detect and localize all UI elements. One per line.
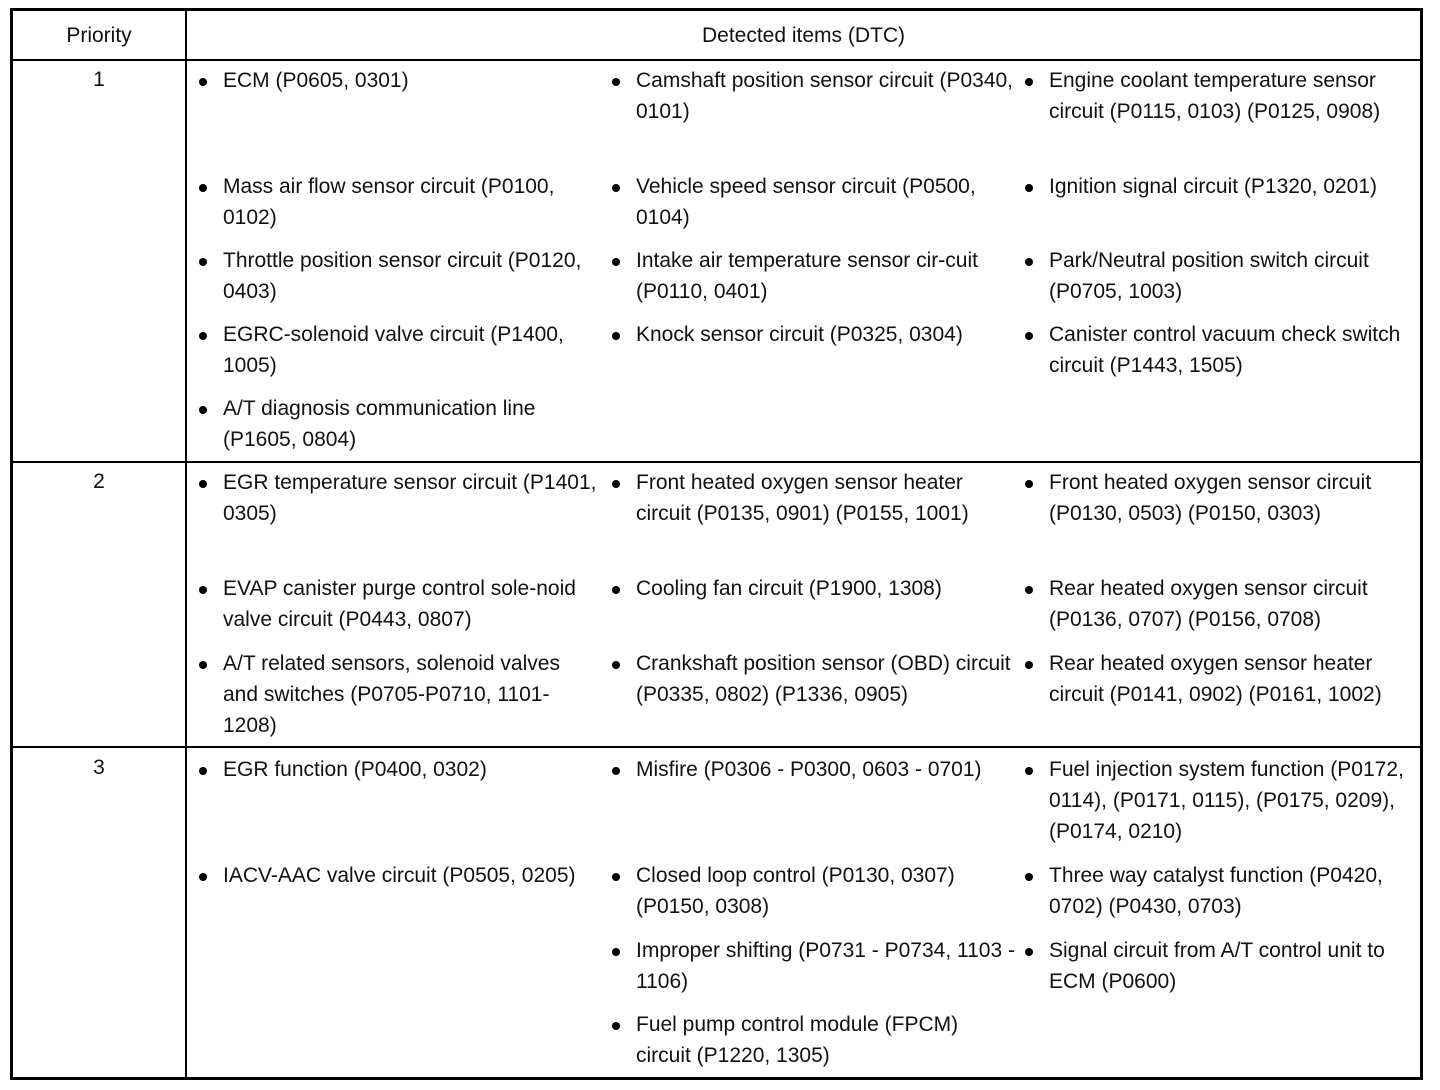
dtc-item: Camshaft position sensor circuit (P0340, 0101)	[612, 65, 1017, 127]
bullet-icon	[612, 480, 620, 488]
bullet-icon	[1025, 767, 1033, 775]
dtc-item: Park/Neutral position switch circuit (P0705, 1003)	[1025, 245, 1423, 307]
bullet-icon	[199, 332, 207, 340]
dtc-item: Mass air flow sensor circuit (P0100, 0102)	[199, 171, 599, 233]
bullet-icon	[199, 661, 207, 669]
dtc-item: Canister control vacuum check switch circuit (P1443, 1505)	[1025, 319, 1423, 381]
bullet-icon	[612, 586, 620, 594]
bullet-icon	[199, 480, 207, 488]
dtc-item: Rear heated oxygen sensor heater circuit (P0141, 0902) (P0161, 1002)	[1025, 648, 1423, 710]
dtc-item: Fuel pump control module (FPCM) circuit (P1220, 1305)	[612, 1009, 1017, 1071]
bullet-icon	[1025, 78, 1033, 86]
dtc-item: Cooling fan circuit (P1900, 1308)	[612, 573, 1017, 604]
dtc-priority-table	[10, 8, 1423, 1080]
dtc-item: Ignition signal circuit (P1320, 0201)	[1025, 171, 1423, 202]
bullet-icon	[1025, 184, 1033, 192]
dtc-item: Vehicle speed sensor circuit (P0500, 0104)	[612, 171, 1017, 233]
bullet-icon	[1025, 948, 1033, 956]
dtc-item: EGR temperature sensor circuit (P1401, 0305)	[199, 467, 599, 529]
bullet-icon	[612, 332, 620, 340]
bullet-icon	[199, 873, 207, 881]
dtc-item: EGR function (P0400, 0302)	[199, 754, 599, 785]
dtc-item: Crankshaft position sensor (OBD) circuit (P0335, 0802) (P1336, 0905)	[612, 648, 1017, 710]
bullet-icon	[1025, 586, 1033, 594]
bullet-icon	[612, 767, 620, 775]
dtc-item: Misfire (P0306 - P0300, 0603 - 0701)	[612, 754, 1017, 785]
bullet-icon	[199, 184, 207, 192]
bullet-icon	[1025, 480, 1033, 488]
row-divider	[13, 746, 1420, 748]
bullet-icon	[199, 767, 207, 775]
bullet-icon	[199, 258, 207, 266]
header-priority: Priority	[66, 24, 132, 47]
bullet-icon	[612, 184, 620, 192]
dtc-item: A/T diagnosis communication line (P1605, 0804)	[199, 393, 599, 455]
dtc-item: Knock sensor circuit (P0325, 0304)	[612, 319, 1017, 350]
dtc-item: EVAP canister purge control sole-noid valve circuit (P0443, 0807)	[199, 573, 599, 635]
dtc-item: Signal circuit from A/T control unit to ECM (P0600)	[1025, 935, 1423, 997]
bullet-icon	[1025, 258, 1033, 266]
dtc-item: Throttle position sensor circuit (P0120, 0403)	[199, 245, 599, 307]
bullet-icon	[1025, 873, 1033, 881]
bullet-icon	[199, 78, 207, 86]
header-detected-items: Detected items (DTC)	[701, 24, 906, 47]
bullet-icon	[612, 661, 620, 669]
dtc-item: IACV-AAC valve circuit (P0505, 0205)	[199, 860, 599, 891]
dtc-item: Engine coolant temperature sensor circuit (P0115, 0103) (P0125, 0908)	[1025, 65, 1423, 127]
dtc-item: Closed loop control (P0130, 0307) (P0150, 0308)	[612, 860, 1017, 922]
priority-2: 2	[93, 470, 105, 493]
priority-1: 1	[93, 68, 105, 91]
dtc-item: ECM (P0605, 0301)	[199, 65, 599, 96]
dtc-item: Rear heated oxygen sensor circuit (P0136, 0707) (P0156, 0708)	[1025, 573, 1423, 635]
bullet-icon	[612, 948, 620, 956]
dtc-item: Fuel injection system function (P0172, 0114), (P0171, 0115), (P0175, 0209), (P0174, 0210)	[1025, 754, 1423, 847]
bullet-icon	[1025, 661, 1033, 669]
bullet-icon	[612, 258, 620, 266]
dtc-item: Improper shifting (P0731 - P0734, 1103 - 1106)	[612, 935, 1017, 997]
dtc-item: Front heated oxygen sensor heater circuit (P0135, 0901) (P0155, 1001)	[612, 467, 1017, 529]
dtc-item: Three way catalyst function (P0420, 0702) (P0430, 0703)	[1025, 860, 1423, 922]
bullet-icon	[1025, 332, 1033, 340]
bullet-icon	[199, 586, 207, 594]
bullet-icon	[612, 873, 620, 881]
dtc-item: Intake air temperature sensor cir-cuit (P0110, 0401)	[612, 245, 1017, 307]
priority-3: 3	[93, 756, 105, 779]
dtc-item: A/T related sensors, solenoid valves and switches (P0705-P0710, 1101-1208)	[199, 648, 599, 741]
bullet-icon	[612, 78, 620, 86]
column-divider	[185, 11, 187, 1077]
dtc-item: EGRC-solenoid valve circuit (P1400, 1005)	[199, 319, 599, 381]
row-divider	[13, 461, 1420, 463]
bullet-icon	[612, 1022, 620, 1030]
bullet-icon	[199, 406, 207, 414]
dtc-item: Front heated oxygen sensor circuit (P0130, 0503) (P0150, 0303)	[1025, 467, 1423, 529]
